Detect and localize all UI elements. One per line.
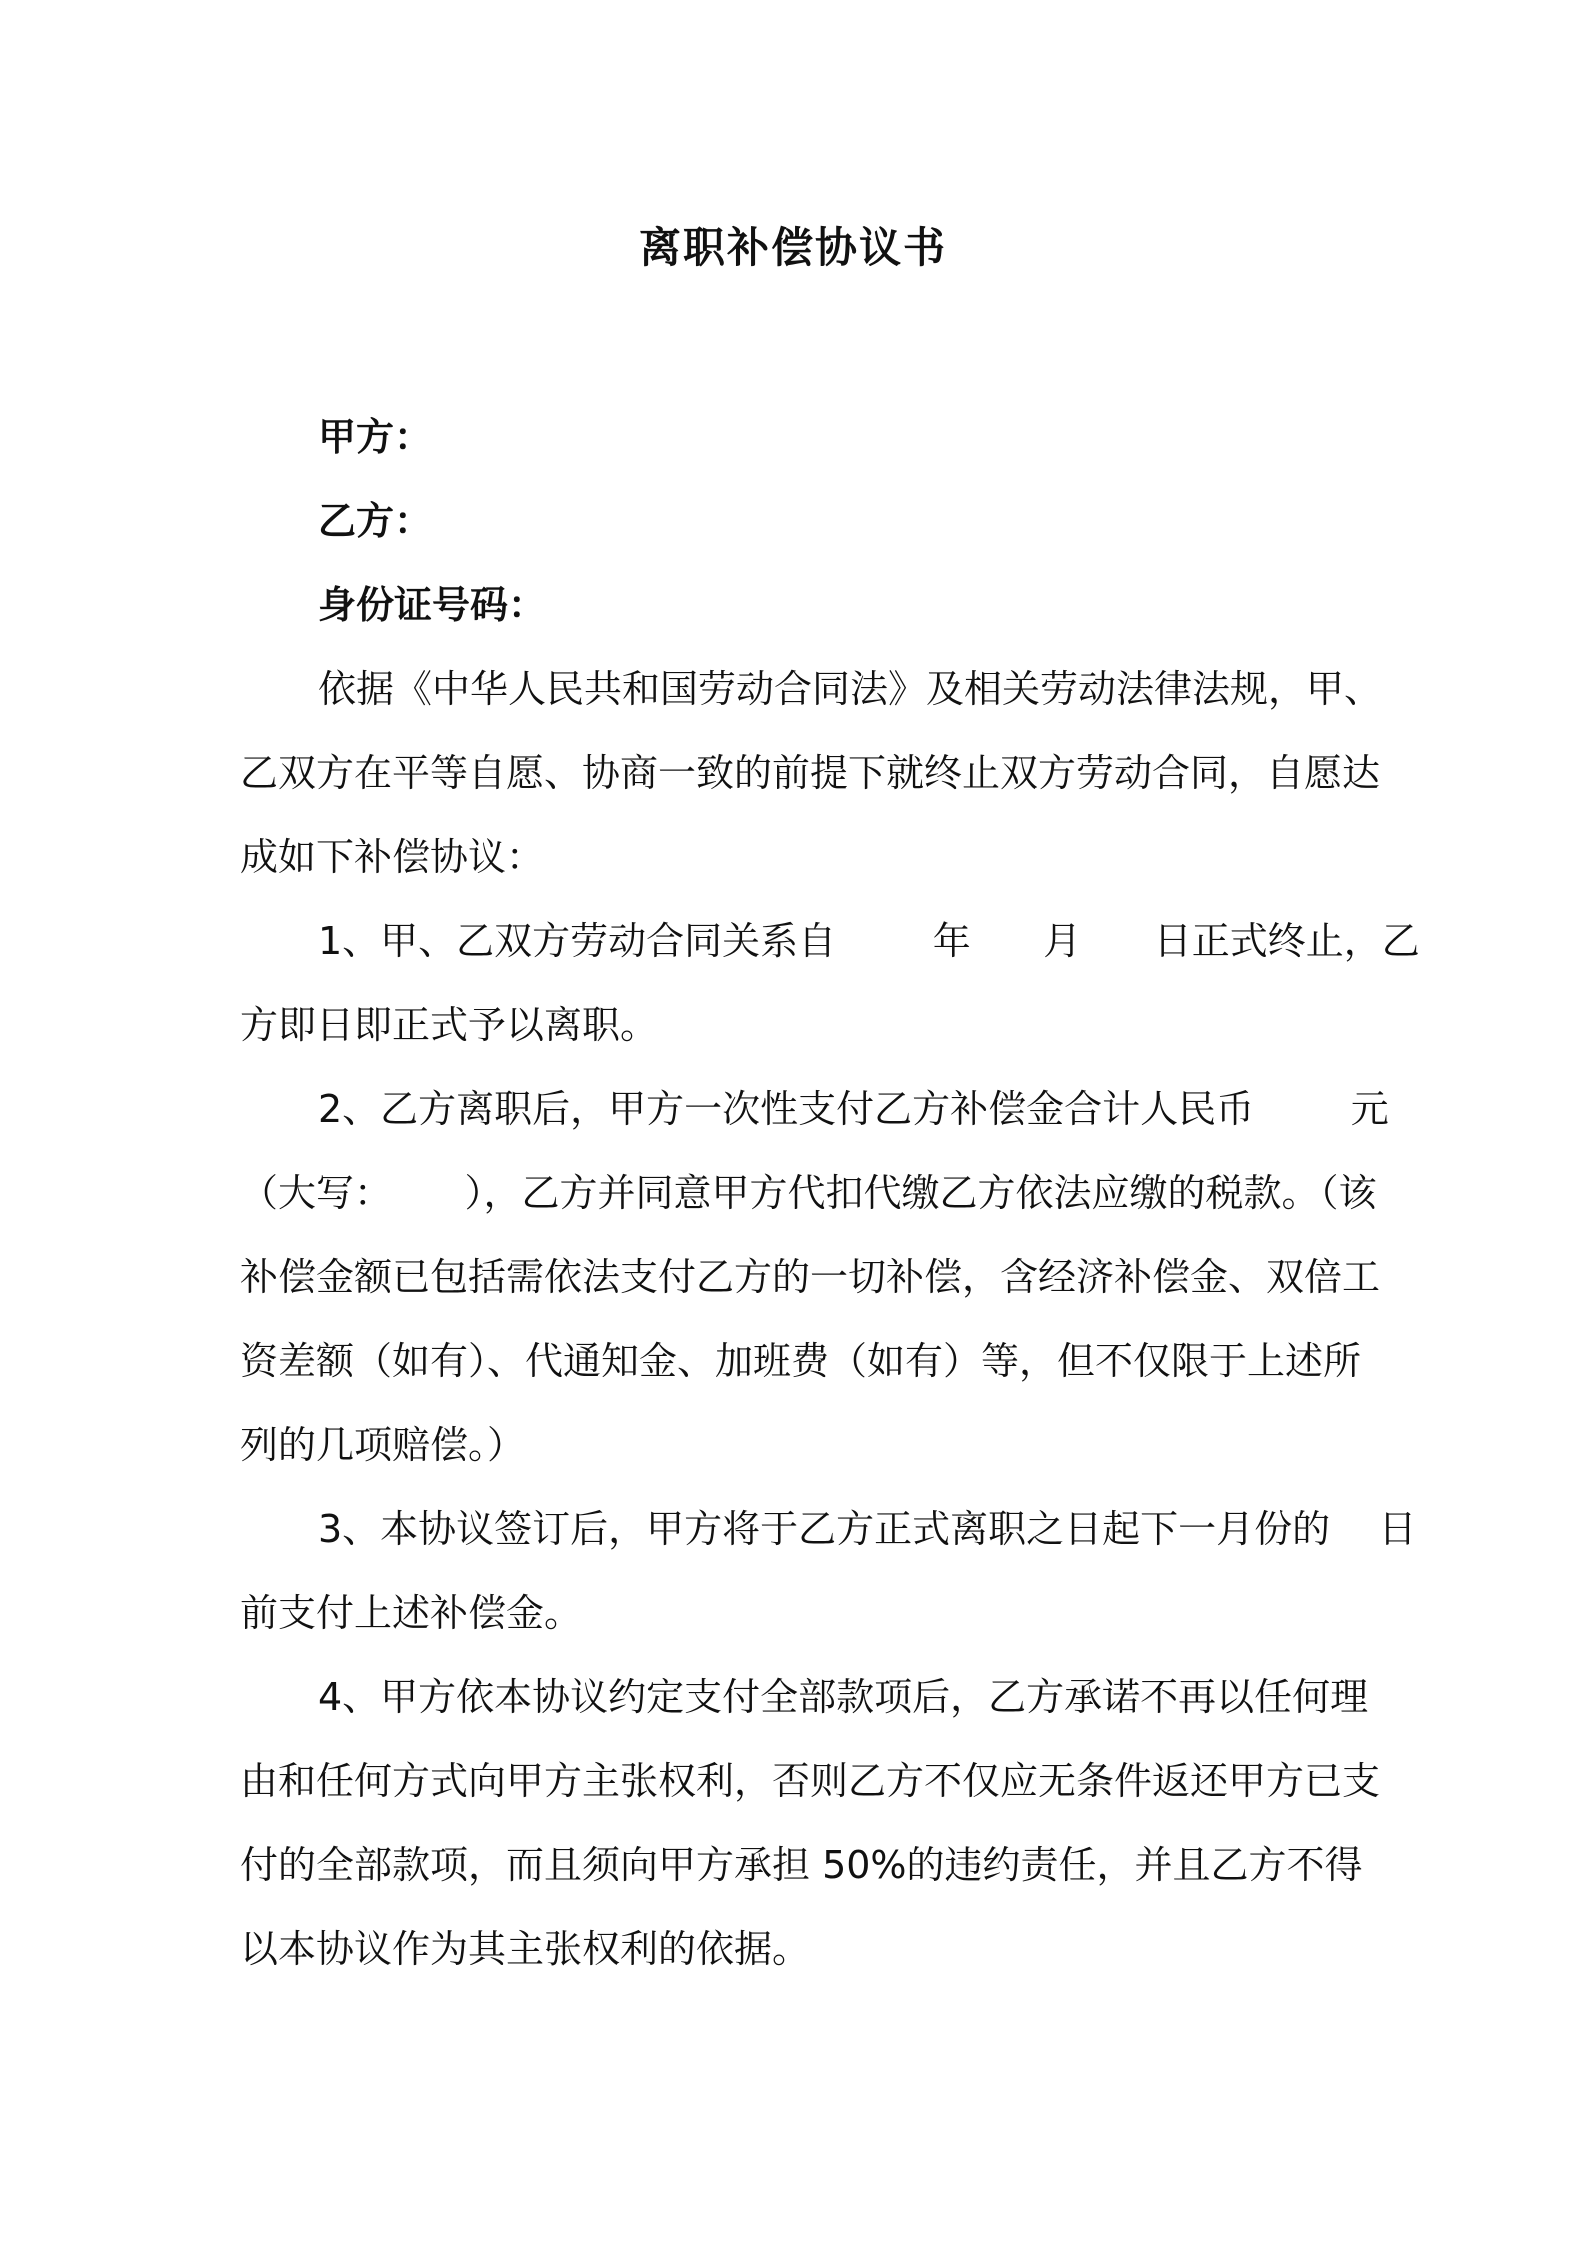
clause-3-line: 3、本协议签订后，甲方将于乙方正式离职之日起下一月份的 日 bbox=[318, 1507, 1417, 1551]
clause-4-line: 付的全部款项，而且须向甲方承担 50%的违约责任，并且乙方不得 bbox=[240, 1843, 1363, 1887]
clause-2-line: 2、乙方离职后，甲方一次性支付乙方补偿金合计人民币 元 bbox=[318, 1087, 1389, 1131]
intro-line: 成如下补偿协议： bbox=[240, 835, 545, 879]
clause-4-line: 由和任何方式向甲方主张权利，否则乙方不仅应无条件返还甲方已支 bbox=[240, 1759, 1381, 1803]
clause-2-line: 资差额（如有）、代通知金、加班费（如有）等，但不仅限于上述所 bbox=[240, 1339, 1362, 1383]
clause-1-line: 方即日即正式予以离职。 bbox=[240, 1003, 659, 1047]
clause-1-line: 1、甲、乙双方劳动合同关系自 年 月 日正式终止，乙 bbox=[318, 919, 1420, 963]
intro-line: 依据《中华人民共和国劳动合同法》及相关劳动法律法规，甲、 bbox=[318, 667, 1383, 711]
clause-2-line: （大写： ），乙方并同意甲方代扣代缴乙方依法应缴的税款。（该 bbox=[240, 1171, 1377, 1215]
party-b-label: 乙方： bbox=[318, 499, 433, 543]
id-number-label: 身份证号码： bbox=[318, 583, 547, 627]
party-a-label: 甲方： bbox=[318, 415, 433, 459]
document-title: 离职补偿协议书 bbox=[638, 223, 947, 272]
clause-2-line: 补偿金额已包括需依法支付乙方的一切补偿，含经济补偿金、双倍工 bbox=[240, 1255, 1381, 1299]
clause-3-line: 前支付上述补偿金。 bbox=[240, 1591, 583, 1635]
clause-2-line: 列的几项赔偿。） bbox=[240, 1423, 526, 1467]
clause-4-line: 以本协议作为其主张权利的依据。 bbox=[240, 1927, 811, 1971]
clause-4-line: 4、甲方依本协议约定支付全部款项后，乙方承诺不再以任何理 bbox=[318, 1675, 1369, 1719]
intro-line: 乙双方在平等自愿、协商一致的前提下就终止双方劳动合同，自愿达 bbox=[240, 751, 1381, 795]
